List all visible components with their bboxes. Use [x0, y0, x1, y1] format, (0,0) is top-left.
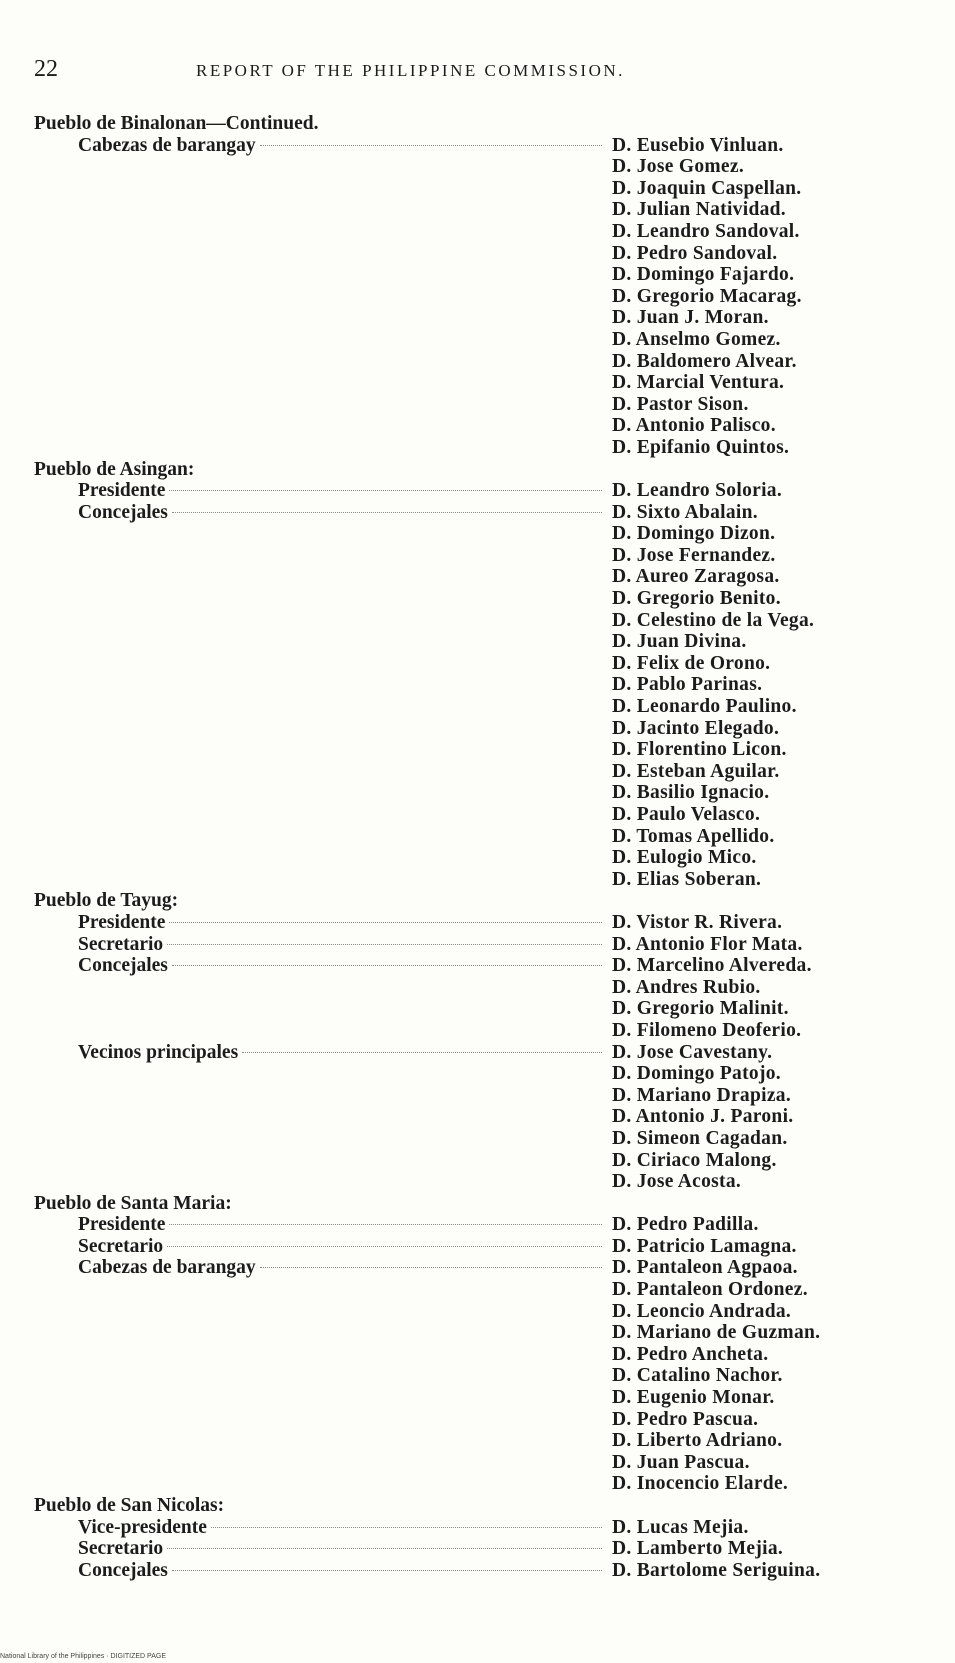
position-label: [78, 135, 608, 157]
position-label-text: Secretario: [78, 1235, 164, 1257]
roster-row: [0, 1063, 955, 1085]
person-name: D. Elias Soberan.: [612, 868, 762, 890]
roster-row: [0, 869, 955, 891]
person-name: D. Lucas Mejia.: [612, 1516, 749, 1538]
position-label: [78, 1538, 608, 1560]
pueblo-section: [0, 1495, 955, 1581]
roster-row: [0, 394, 955, 416]
roster-row: [0, 307, 955, 329]
person-name: D. Jose Acosta.: [612, 1171, 742, 1193]
person-name: D. Domingo Dizon.: [612, 523, 776, 545]
roster-row: [0, 674, 955, 696]
position-label-text: Vice-presidente: [78, 1516, 207, 1538]
roster-row: [0, 977, 955, 999]
roster-row: [0, 631, 955, 653]
roster-row: [0, 826, 955, 848]
pueblo-section: [0, 890, 955, 1192]
roster-row: [0, 1301, 955, 1323]
person-name: D. Leoncio Andrada.: [612, 1300, 792, 1322]
roster-row: [0, 329, 955, 351]
pueblo-section: [0, 1193, 955, 1495]
person-name: D. Catalino Nachor.: [612, 1365, 783, 1387]
roster-row: [0, 1236, 955, 1258]
person-name: D. Mariano Drapiza.: [612, 1084, 792, 1106]
roster-row: [0, 566, 955, 588]
person-name: D. Tomas Apellido.: [612, 825, 775, 847]
person-name: D. Liberto Adriano.: [612, 1430, 783, 1452]
person-name: D. Aureo Zaragosa.: [612, 566, 780, 588]
person-name: D. Antonio Palisco.: [612, 415, 776, 437]
position-label-text: Cabezas de barangay: [78, 1257, 256, 1279]
person-name: D. Leandro Sandoval.: [612, 220, 800, 242]
roster-row: [0, 782, 955, 804]
person-name: D. Inocencio Elarde.: [612, 1473, 789, 1495]
person-name: D. Epifanio Quintos.: [612, 436, 790, 458]
roster-row: [0, 653, 955, 675]
dot-leader: [167, 1246, 602, 1247]
roster-row: [0, 1322, 955, 1344]
roster-row: [0, 523, 955, 545]
position-label: [78, 1236, 608, 1258]
roster-row: [0, 1128, 955, 1150]
roster-row: [0, 1409, 955, 1431]
person-name: D. Domingo Fajardo.: [612, 264, 795, 286]
roster-row: [0, 1279, 955, 1301]
person-name: D. Vistor R. Rivera.: [612, 911, 783, 933]
person-name: D. Jose Cavestany.: [612, 1041, 773, 1063]
person-name: D. Andres Rubio.: [612, 976, 761, 998]
roster-row: [0, 998, 955, 1020]
roster-row: [0, 1517, 955, 1539]
roster-row: [0, 199, 955, 221]
person-name: D. Gregorio Macarag.: [612, 285, 802, 307]
person-name: D. Jacinto Elegado.: [612, 717, 780, 739]
roster-row: [0, 135, 955, 157]
roster-row: [0, 1085, 955, 1107]
person-name: D. Eulogio Mico.: [612, 847, 757, 869]
position-label-text: Presidente: [78, 911, 166, 933]
person-name: D. Pedro Pascua.: [612, 1408, 759, 1430]
person-name: D. Marcial Ventura.: [612, 372, 785, 394]
roster-row: [0, 588, 955, 610]
person-name: D. Eusebio Vinluan.: [612, 134, 784, 156]
person-name: D. Anselmo Gomez.: [612, 328, 781, 350]
person-name: D. Bartolome Seriguina.: [612, 1559, 821, 1581]
position-label: [78, 1214, 608, 1236]
person-name: D. Julian Natividad.: [612, 199, 786, 221]
roster-row: [0, 502, 955, 524]
roster-row: [0, 480, 955, 502]
position-label-text: Secretario: [78, 933, 164, 955]
pueblo-title: Pueblo de Asingan:: [34, 458, 195, 480]
roster-row: [0, 1171, 955, 1193]
person-name: D. Sixto Abalain.: [612, 501, 758, 523]
dot-leader: [211, 1527, 602, 1528]
person-name: D. Felix de Orono.: [612, 652, 771, 674]
roster-row: [0, 243, 955, 265]
position-label-text: Presidente: [78, 480, 166, 502]
position-label-text: Presidente: [78, 1214, 166, 1236]
roster-row: [0, 1387, 955, 1409]
position-label: [78, 480, 608, 502]
roster-row: [0, 1042, 955, 1064]
page-header: [34, 56, 914, 86]
roster-row: [0, 1214, 955, 1236]
dot-leader: [260, 1267, 602, 1268]
dot-leader: [169, 490, 602, 491]
person-name: D. Paulo Velasco.: [612, 804, 761, 825]
position-label-text: Concejales: [78, 955, 168, 977]
person-name: D. Mariano de Guzman.: [612, 1322, 821, 1344]
roster-row: [0, 545, 955, 567]
pueblo-section: [0, 113, 955, 459]
roster-row: [0, 912, 955, 934]
position-label: [78, 934, 608, 956]
person-name: D. Antonio Flor Mata.: [612, 933, 803, 955]
person-name: D. Patricio Lamagna.: [612, 1235, 797, 1257]
person-name: D. Joaquin Caspellan.: [612, 177, 802, 199]
person-name: D. Pedro Padilla.: [612, 1214, 759, 1236]
person-name: D. Pantaleon Ordonez.: [612, 1279, 808, 1301]
roster-row: [0, 286, 955, 308]
dot-leader: [172, 965, 602, 966]
person-name: D. Filomeno Deoferio.: [612, 1019, 802, 1041]
dot-leader: [172, 512, 602, 513]
person-name: D. Leonardo Paulino.: [612, 696, 797, 718]
position-label: [78, 955, 608, 977]
roster-row: [0, 415, 955, 437]
dot-leader: [167, 1548, 602, 1549]
roster-row: [0, 1344, 955, 1366]
pueblo-title: Pueblo de San Nicolas:: [34, 1495, 225, 1516]
position-label: [78, 1257, 608, 1279]
person-name: D. Esteban Aguilar.: [612, 760, 780, 782]
position-label: [78, 1042, 608, 1064]
person-name: D. Simeon Cagadan.: [612, 1127, 788, 1149]
roster-row: [0, 264, 955, 286]
position-label-text: Vecinos principales: [78, 1041, 239, 1063]
person-name: D. Pablo Parinas.: [612, 674, 763, 696]
pueblo-section: [0, 459, 955, 891]
person-name: D. Jose Fernandez.: [612, 544, 776, 566]
roster-content: [0, 113, 955, 1581]
person-name: D. Pastor Sison.: [612, 393, 749, 415]
person-name: D. Jose Gomez.: [612, 156, 744, 178]
roster-row: [0, 178, 955, 200]
page-number: 22: [34, 56, 58, 82]
roster-row: [0, 739, 955, 761]
roster-row: [0, 1473, 955, 1495]
roster-row: [0, 1150, 955, 1172]
pueblo-title: Pueblo de Tayug:: [34, 890, 179, 912]
roster-row: [0, 1020, 955, 1042]
roster-row: [0, 934, 955, 956]
person-name: D. Pantaleon Agpaoa.: [612, 1257, 798, 1279]
position-label-text: Secretario: [78, 1538, 164, 1560]
position-label-text: Cabezas de barangay: [78, 134, 256, 156]
position-label: [78, 1517, 608, 1539]
person-name: D. Eugenio Monar.: [612, 1387, 775, 1409]
roster-row: [0, 351, 955, 373]
person-name: D. Pedro Sandoval.: [612, 242, 778, 264]
roster-row: [0, 156, 955, 178]
person-name: D. Pedro Ancheta.: [612, 1343, 769, 1365]
position-label: [78, 912, 608, 934]
position-label-text: Concejales: [78, 1559, 168, 1581]
roster-row: [0, 847, 955, 869]
person-name: D. Juan Divina.: [612, 631, 747, 653]
roster-row: [0, 1560, 955, 1582]
roster-row: [0, 610, 955, 632]
dot-leader: [167, 944, 602, 945]
scan-footer: National Library of the Philippines · DIGITIZED PAGE: [0, 1653, 166, 1660]
running-title: REPORT OF THE PHILIPPINE COMMISSION.: [196, 61, 625, 80]
roster-row: [0, 437, 955, 459]
dot-leader: [169, 922, 602, 923]
roster-row: [0, 804, 955, 826]
person-name: D. Juan Pascua.: [612, 1451, 750, 1473]
roster-row: [0, 761, 955, 783]
roster-row: [0, 221, 955, 243]
pueblo-title: Pueblo de Santa Maria:: [34, 1192, 232, 1214]
person-name: D. Ciriaco Malong.: [612, 1149, 777, 1171]
roster-row: [0, 1106, 955, 1128]
dot-leader: [169, 1224, 602, 1225]
roster-row: [0, 718, 955, 740]
person-name: D. Antonio J. Paroni.: [612, 1106, 794, 1128]
person-name: D. Lamberto Mejia.: [612, 1538, 784, 1560]
position-label-text: Concejales: [78, 501, 168, 523]
roster-row: [0, 1257, 955, 1279]
dot-leader: [242, 1052, 602, 1053]
position-label: [78, 1560, 608, 1582]
person-name: D. Baldomero Alvear.: [612, 350, 797, 372]
person-name: D. Celestino de la Vega.: [612, 609, 815, 631]
person-name: D. Juan J. Moran.: [612, 307, 769, 329]
person-name: D. Domingo Patojo.: [612, 1063, 781, 1085]
roster-row: [0, 696, 955, 718]
dot-leader: [260, 145, 602, 146]
pueblo-title: Pueblo de Binalonan—Continued.: [34, 113, 319, 134]
person-name: D. Gregorio Malinit.: [612, 998, 789, 1020]
position-label: [78, 502, 608, 524]
dot-leader: [172, 1570, 602, 1571]
person-name: D. Florentino Licon.: [612, 739, 787, 761]
roster-row: [0, 1365, 955, 1387]
person-name: D. Leandro Soloria.: [612, 480, 783, 502]
roster-row: [0, 372, 955, 394]
roster-row: [0, 1452, 955, 1474]
person-name: D. Marcelino Alvereda.: [612, 955, 812, 977]
roster-row: [0, 1430, 955, 1452]
roster-row: [0, 1538, 955, 1560]
roster-row: [0, 955, 955, 977]
person-name: D. Gregorio Benito.: [612, 588, 781, 610]
person-name: D. Basilio Ignacio.: [612, 782, 770, 804]
